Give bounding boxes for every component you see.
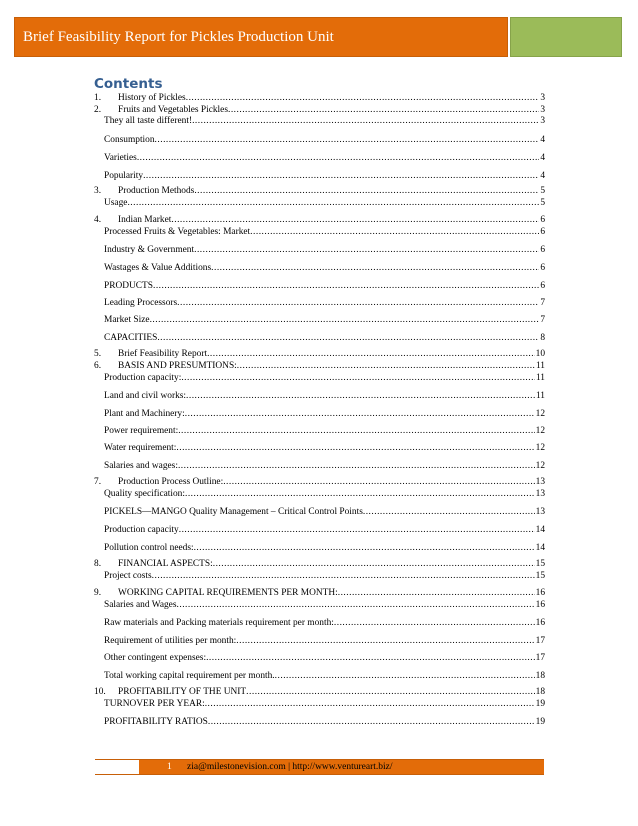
toc-dot-leader — [150, 315, 540, 326]
toc-entry-title: Project costs — [104, 571, 152, 581]
toc-entry[interactable] — [94, 186, 545, 197]
toc-dot-leader — [176, 443, 534, 454]
toc-entry-page: 13 — [535, 507, 545, 517]
toc-entry[interactable] — [104, 636, 545, 647]
toc-entry[interactable] — [104, 281, 545, 292]
toc-entry-page: 11 — [535, 391, 545, 401]
toc-entry-title: Usage — [104, 198, 128, 208]
toc-entry-title: They all taste different! — [104, 116, 193, 126]
toc-entry[interactable] — [104, 571, 545, 582]
toc-entry[interactable] — [104, 443, 545, 454]
toc-entry-page: 18 — [535, 687, 545, 697]
toc-dot-leader — [186, 93, 540, 104]
toc-entry[interactable] — [104, 507, 545, 518]
toc-entry[interactable] — [104, 525, 545, 536]
toc-entry[interactable] — [104, 171, 545, 182]
toc-entry[interactable] — [104, 409, 545, 420]
toc-entry[interactable] — [94, 215, 545, 226]
toc-entry[interactable] — [104, 333, 545, 344]
toc-entry-title: Requirement of utilities per month: — [104, 636, 237, 646]
toc-entry[interactable] — [94, 361, 545, 372]
toc-entry-title: PROFITABILITY OF THE UNIT — [118, 687, 247, 697]
toc-entry[interactable] — [104, 263, 545, 274]
toc-entry[interactable] — [104, 653, 545, 664]
toc-entry-title: Production capacity — [104, 525, 179, 535]
toc-dot-leader — [179, 525, 535, 536]
toc-dot-leader — [206, 653, 535, 664]
toc-entry-title: Popularity — [104, 171, 144, 181]
toc-dot-leader — [338, 588, 535, 599]
toc-entry[interactable] — [104, 671, 545, 682]
contents-heading: Contents — [94, 76, 163, 92]
toc-entry-title: Quality specification: — [104, 489, 185, 499]
toc-entry-page: 16 — [535, 588, 545, 598]
toc-entry-page: 15 — [535, 571, 545, 581]
toc-entry[interactable] — [94, 687, 545, 698]
toc-dot-leader — [192, 116, 539, 127]
toc-entry[interactable] — [94, 588, 545, 599]
toc-entry-page: 6 — [540, 227, 545, 237]
toc-entry-title: Industry & Government — [104, 245, 195, 255]
toc-dot-leader — [137, 153, 540, 164]
toc-dot-leader — [363, 507, 535, 518]
toc-entry-title: WORKING CAPITAL REQUIREMENTS PER MONTH: — [118, 588, 338, 598]
toc-entry-title: Plant and Machinery: — [104, 409, 185, 419]
toc-entry-page: 11 — [535, 373, 545, 383]
toc-entry-page: 14 — [535, 543, 545, 553]
toc-entry-page: 8 — [540, 333, 545, 343]
toc-entry-number: 6. — [94, 361, 102, 371]
toc-entry-page: 17 — [535, 636, 545, 646]
toc-entry[interactable] — [94, 477, 545, 488]
toc-entry[interactable] — [104, 426, 545, 437]
toc-entry-page: 17 — [535, 653, 545, 663]
toc-entry-title: Brief Feasibility Report — [118, 349, 208, 359]
toc-entry[interactable] — [104, 135, 545, 146]
toc-entry-title: Raw materials and Packing materials requirement per month: — [104, 618, 334, 628]
toc-entry-page: 12 — [535, 461, 545, 471]
toc-entry-page: 15 — [535, 559, 545, 569]
toc-entry-page: 6 — [540, 215, 545, 225]
toc-entry-page: 7 — [540, 298, 545, 308]
toc-entry[interactable] — [94, 559, 545, 570]
toc-entry[interactable] — [104, 699, 545, 710]
toc-entry-page: 5 — [540, 198, 545, 208]
toc-entry-title: Production Methods — [118, 186, 195, 196]
toc-entry-title: Land and civil works: — [104, 391, 187, 401]
toc-entry-title: Water requirement: — [104, 443, 177, 453]
toc-entry-title: Production capacity: — [104, 373, 182, 383]
toc-dot-leader — [127, 198, 539, 209]
toc-entry-title: TURNOVER PER YEAR: — [104, 699, 205, 709]
toc-entry-title: Salaries and wages: — [104, 461, 178, 471]
toc-entry-page: 18 — [535, 671, 545, 681]
toc-entry-number: 1. — [94, 93, 102, 103]
toc-entry-title: Salaries and Wages — [104, 600, 177, 610]
toc-entry-title: Total working capital requirement per month. — [104, 671, 275, 681]
toc-entry[interactable] — [104, 298, 545, 309]
toc-dot-leader — [250, 227, 539, 238]
toc-entry-page: 4 — [540, 135, 545, 145]
toc-dot-leader — [177, 298, 539, 309]
toc-entry-page: 3 — [540, 105, 545, 115]
toc-entry-title: Processed Fruits & Vegetables: Market — [104, 227, 251, 237]
toc-entry-number: 9. — [94, 588, 102, 598]
toc-entry-title: Production Process Outline: — [118, 477, 224, 487]
toc-entry-number: 5. — [94, 349, 102, 359]
toc-entry-title: Indian Market — [118, 215, 172, 225]
toc-entry-page: 12 — [535, 409, 545, 419]
toc-dot-leader — [211, 263, 539, 274]
toc-entry[interactable] — [104, 717, 545, 728]
toc-entry-title: PICKELS—MANGO Quality Management – Critical Control Points — [104, 507, 363, 517]
toc-entry-number: 4. — [94, 215, 102, 225]
toc-entry-title: Market Size — [104, 315, 150, 325]
toc-dot-leader — [223, 477, 534, 488]
toc-entry-title: PROFITABILITY RATIOS — [104, 717, 208, 727]
toc-entry[interactable] — [104, 618, 545, 629]
toc-entry[interactable] — [104, 116, 545, 127]
toc-entry-page: 10 — [535, 349, 545, 359]
toc-entry[interactable] — [94, 105, 545, 116]
toc-entry-page: 6 — [540, 263, 545, 273]
toc-entry-number: 7. — [94, 477, 102, 487]
toc-dot-leader — [275, 671, 535, 682]
footer-page-number: 1 — [167, 762, 172, 772]
toc-dot-leader — [194, 543, 535, 554]
toc-entry[interactable] — [104, 153, 545, 164]
toc-dot-leader — [207, 349, 535, 360]
toc-entry[interactable] — [104, 543, 545, 554]
toc-dot-leader — [178, 461, 535, 472]
toc-entry-page: 12 — [535, 426, 545, 436]
toc-dot-leader — [185, 409, 535, 420]
toc-entry-title: PRODUCTS — [104, 281, 153, 291]
toc-dot-leader — [171, 215, 539, 226]
toc-entry-page: 6 — [540, 245, 545, 255]
footer-band — [139, 760, 544, 774]
toc-entry-page: 3 — [540, 93, 545, 103]
toc-entry-page: 16 — [535, 600, 545, 610]
toc-dot-leader — [181, 373, 535, 384]
toc-dot-leader — [153, 281, 539, 292]
toc-entry-title: FINANCIAL ASPECTS: — [118, 559, 213, 569]
toc-entry-page: 5 — [540, 186, 545, 196]
toc-dot-leader — [143, 171, 539, 182]
toc-dot-leader — [334, 618, 535, 629]
toc-entry-page: 16 — [535, 618, 545, 628]
toc-entry-title: Varieties — [104, 153, 137, 163]
toc-entry[interactable] — [104, 461, 545, 472]
toc-entry[interactable] — [104, 227, 545, 238]
toc-dot-leader — [205, 699, 535, 710]
toc-entry-page: 3 — [540, 116, 545, 126]
toc-entry[interactable] — [104, 373, 545, 384]
toc-entry-page: 11 — [535, 361, 545, 371]
toc-entry-page: 13 — [535, 489, 545, 499]
toc-entry-page: 4 — [540, 171, 545, 181]
toc-dot-leader — [194, 186, 539, 197]
toc-entry-page: 13 — [535, 477, 545, 487]
toc-entry-title: CAPACITIES — [104, 333, 158, 343]
toc-entry-page: 19 — [535, 717, 545, 727]
page-footer — [95, 759, 544, 775]
toc-dot-leader — [157, 333, 539, 344]
toc-entry[interactable] — [94, 93, 545, 104]
toc-entry-title: History of Pickles — [118, 93, 186, 103]
toc-entry-title: Other contingent expenses: — [104, 653, 207, 663]
toc-entry-title: BASIS AND PRESUMTIONS: — [118, 361, 237, 371]
toc-dot-leader — [177, 600, 535, 611]
toc-entry-title: Leading Processors — [104, 298, 178, 308]
toc-dot-leader — [178, 426, 534, 437]
toc-entry[interactable] — [94, 349, 545, 360]
toc-dot-leader — [194, 245, 539, 256]
toc-entry-title: Power requirement: — [104, 426, 179, 436]
toc-dot-leader — [236, 636, 534, 647]
toc-entry-number: 3. — [94, 186, 102, 196]
toc-entry[interactable] — [104, 198, 545, 209]
toc-entry[interactable] — [104, 245, 545, 256]
toc-dot-leader — [246, 687, 534, 698]
toc-entry-title: Pollution control needs: — [104, 543, 194, 553]
toc-entry-page: 6 — [540, 281, 545, 291]
toc-entry-number: 2. — [94, 105, 102, 115]
toc-dot-leader — [185, 489, 535, 500]
footer-left-block — [95, 760, 139, 774]
footer-contact: zia@milestonevision.com | http://www.ventureart.biz/ — [187, 762, 393, 772]
toc-entry-number: 8. — [94, 559, 102, 569]
toc-entry-title: Wastages & Value Additions — [104, 263, 212, 273]
toc-dot-leader — [213, 559, 535, 570]
toc-entry[interactable] — [104, 489, 545, 500]
toc-entry-page: 7 — [540, 315, 545, 325]
toc-dot-leader — [152, 571, 535, 582]
toc-dot-leader — [155, 135, 540, 146]
toc-entry-title: Fruits and Vegetables Pickles — [118, 105, 228, 115]
toc-entry[interactable] — [104, 315, 545, 326]
toc-dot-leader — [186, 391, 535, 402]
toc-entry-page: 14 — [535, 525, 545, 535]
toc-entry[interactable] — [104, 600, 545, 611]
toc-dot-leader — [237, 361, 535, 372]
toc-entry-number: 10. — [94, 687, 106, 697]
toc-entry-page: 19 — [535, 699, 545, 709]
document-title: Brief Feasibility Report for Pickles Production Unit — [23, 28, 334, 45]
toc-entry-page: 12 — [535, 443, 545, 453]
toc-entry[interactable] — [104, 391, 545, 402]
toc-entry-title: Consumption — [104, 135, 155, 145]
toc-entry-page: 4 — [540, 153, 545, 163]
toc-dot-leader — [208, 717, 535, 728]
toc-dot-leader — [228, 105, 539, 116]
